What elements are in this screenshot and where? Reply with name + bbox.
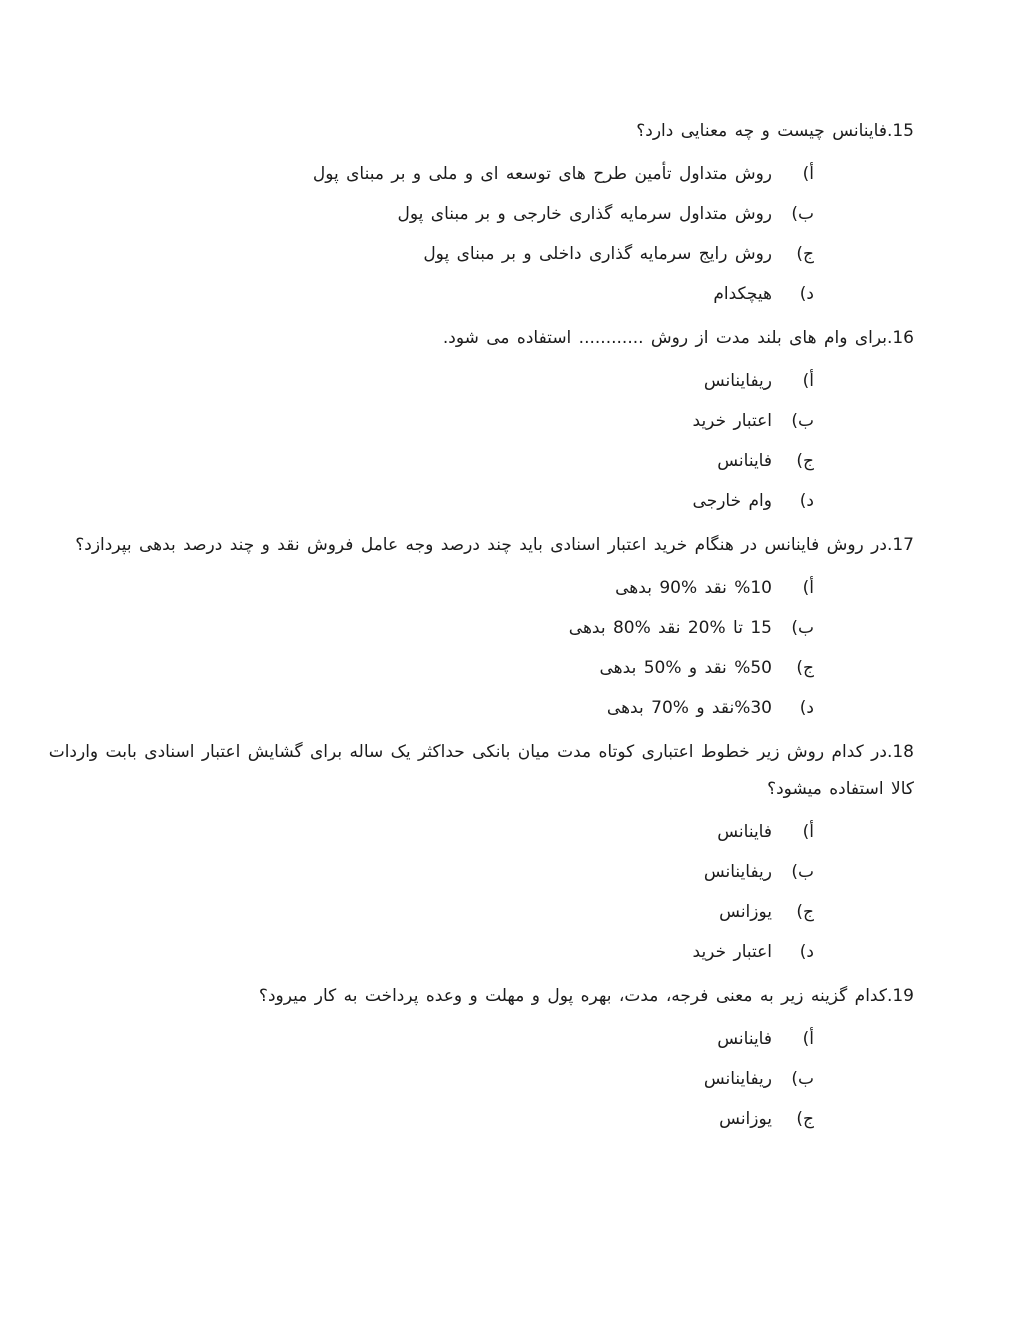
options-list bbox=[40, 161, 814, 307]
option-letter: ب) bbox=[791, 204, 814, 224]
option-letter: د) bbox=[799, 284, 814, 304]
option-text: فاینانس bbox=[717, 451, 772, 471]
option-row bbox=[40, 488, 814, 514]
option-text: 15 تا %20 نقد %80 بدهی bbox=[568, 618, 772, 638]
option-text: ریفاینانس bbox=[703, 862, 772, 882]
question-block bbox=[40, 118, 914, 307]
question-title-line: 17.در روش فاینانس در هنگام خرید اعتبار اسنادی باید چند درصد وجه عامل فروش نقد و چند درصد بدهی بپردازد؟ bbox=[75, 535, 914, 555]
option-text: یوزانس bbox=[719, 902, 772, 922]
option-row bbox=[40, 241, 814, 267]
option-text: %10 نقد %90 بدهی bbox=[615, 578, 772, 598]
option-text: فاینانس bbox=[717, 822, 772, 842]
option-row bbox=[40, 201, 814, 227]
question-title bbox=[40, 739, 914, 802]
option-row bbox=[40, 655, 814, 681]
option-row bbox=[40, 448, 814, 474]
option-letter: ج) bbox=[796, 244, 814, 264]
option-row bbox=[40, 939, 814, 965]
question-block bbox=[40, 532, 914, 721]
option-letter: ج) bbox=[796, 658, 814, 678]
question-title bbox=[40, 983, 914, 1009]
question-title bbox=[40, 118, 914, 144]
option-letter: ج) bbox=[796, 451, 814, 471]
option-text: وام خارجی bbox=[692, 491, 772, 511]
option-row bbox=[40, 281, 814, 307]
option-text: یوزانس bbox=[719, 1109, 772, 1129]
question-block bbox=[40, 739, 914, 965]
option-row bbox=[40, 408, 814, 434]
option-row bbox=[40, 161, 814, 187]
option-letter: ج) bbox=[796, 902, 814, 922]
option-letter: ب) bbox=[791, 862, 814, 882]
option-text: اعتبار خرید bbox=[692, 942, 772, 962]
option-letter: أ) bbox=[802, 1029, 814, 1049]
option-text: %50 نقد و %50 بدهی bbox=[599, 658, 772, 678]
option-letter: ب) bbox=[791, 411, 814, 431]
question-title-line: کالا استفاده میشود؟ bbox=[767, 779, 914, 799]
option-text: فاینانس bbox=[717, 1029, 772, 1049]
question-title bbox=[40, 532, 914, 558]
option-letter: أ) bbox=[802, 164, 814, 184]
option-text: اعتبار خرید bbox=[692, 411, 772, 431]
options-list bbox=[40, 1026, 814, 1132]
option-text: ریفاینانس bbox=[703, 371, 772, 391]
question-title-line: 16.برای وام های بلند مدت از روش ............ استفاده می شود. bbox=[442, 328, 914, 348]
option-row bbox=[40, 615, 814, 641]
option-row bbox=[40, 368, 814, 394]
option-letter: ب) bbox=[791, 618, 814, 638]
option-text: روش رایج سرمایه گذاری داخلی و بر مبنای پول bbox=[423, 244, 772, 264]
options-list bbox=[40, 575, 814, 721]
question-title-line: 15.فاینانس چیست و چه معنایی دارد؟ bbox=[636, 121, 914, 141]
option-letter: أ) bbox=[802, 578, 814, 598]
option-row bbox=[40, 1066, 814, 1092]
option-letter: أ) bbox=[802, 371, 814, 391]
option-row bbox=[40, 575, 814, 601]
option-row bbox=[40, 1106, 814, 1132]
question-title-line: 19.کدام گزینه زیر به معنی فرجه، مدت، بهره پول و مهلت و وعده پرداخت به کار میرود؟ bbox=[258, 986, 914, 1006]
option-letter: ب) bbox=[791, 1069, 814, 1089]
option-row bbox=[40, 819, 814, 845]
option-row bbox=[40, 899, 814, 925]
option-text: هیچکدام bbox=[713, 284, 772, 304]
options-list bbox=[40, 819, 814, 965]
option-row bbox=[40, 695, 814, 721]
option-letter: أ) bbox=[802, 822, 814, 842]
questions-list bbox=[40, 118, 914, 1132]
option-text: روش متداول سرمایه گذاری خارجی و بر مبنای پول bbox=[397, 204, 772, 224]
option-row bbox=[40, 1026, 814, 1052]
option-letter: د) bbox=[799, 491, 814, 511]
option-letter: ج) bbox=[796, 1109, 814, 1129]
option-text: روش متداول تأمین طرح های توسعه ای و ملی و بر مبنای پول bbox=[312, 164, 772, 184]
option-letter: د) bbox=[799, 942, 814, 962]
question-block bbox=[40, 983, 914, 1132]
options-list bbox=[40, 368, 814, 514]
question-title-line: 18.در کدام روش زیر خطوط اعتباری کوتاه مدت میان بانکی حداکثر یک ساله برای گشایش اعتبار اسنادی بابت واردات bbox=[48, 742, 914, 762]
question-title bbox=[40, 325, 914, 351]
option-text: %30نقد و %70 بدهی bbox=[606, 698, 772, 718]
option-text: ریفاینانس bbox=[703, 1069, 772, 1089]
question-block bbox=[40, 325, 914, 514]
option-letter: د) bbox=[799, 698, 814, 718]
option-row bbox=[40, 859, 814, 885]
